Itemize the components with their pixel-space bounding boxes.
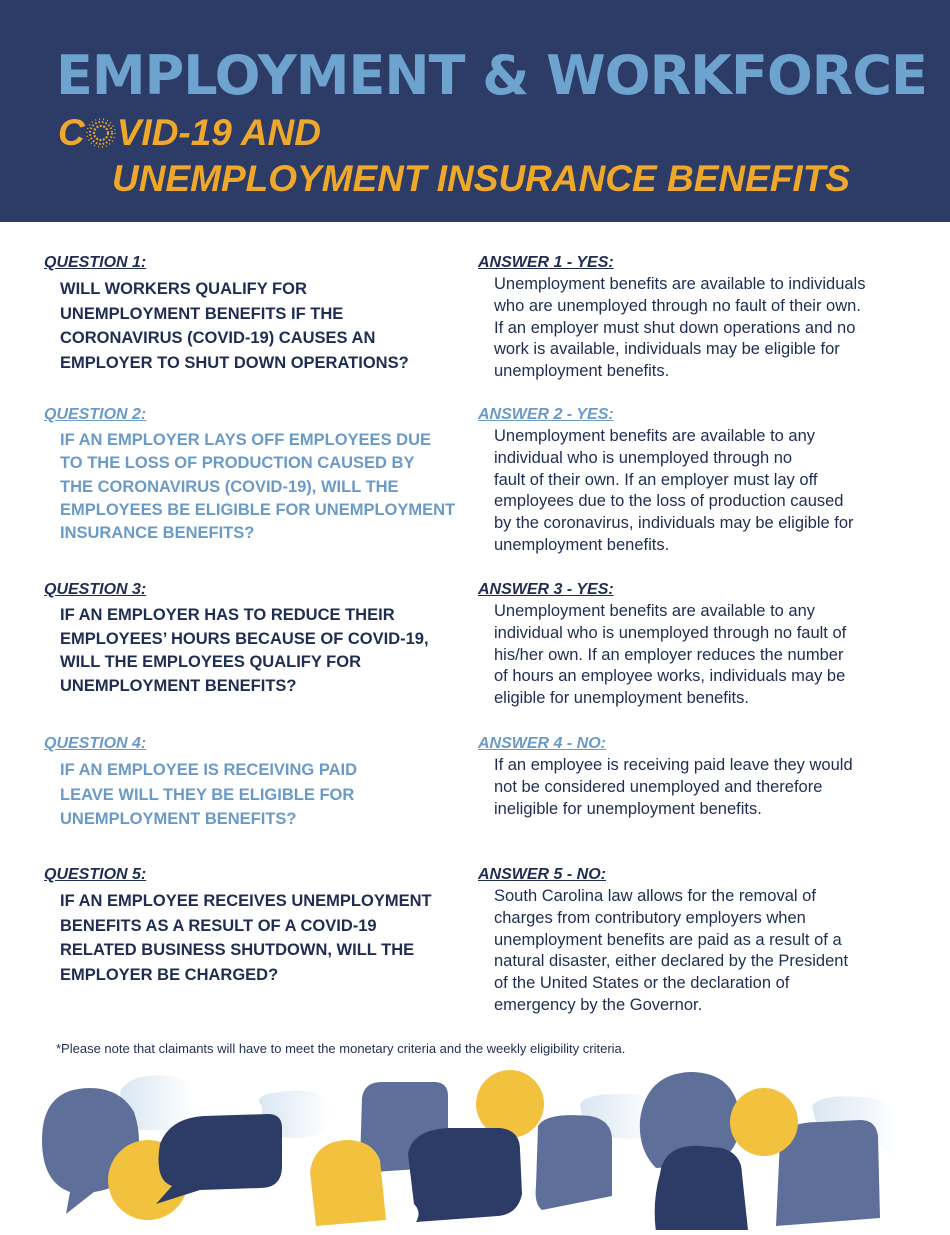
answer-label: ANSWER 4 - NO: xyxy=(478,735,606,752)
question-2 xyxy=(44,406,464,545)
question-label: QUESTION 2: xyxy=(44,406,147,423)
question-4 xyxy=(44,735,464,832)
answer-text: If an employee is receiving paid leave they would not be considered unemployed and therefore ineligible for unemployment benefits. xyxy=(494,756,853,818)
answer-5 xyxy=(478,866,918,1017)
question-label: QUESTION 4: xyxy=(44,735,147,752)
question-3 xyxy=(44,581,464,698)
footnote: *Please note that claimants will have to meet the monetary criteria and the weekly eligibility criteria. xyxy=(56,1041,626,1056)
answer-4 xyxy=(478,735,918,820)
question-label: QUESTION 5: xyxy=(44,866,147,883)
answer-text: Unemployment benefits are available to any individual who is unemployed through no fault of their own. If an employer must lay off employees due to the loss of production caused by the coronavirus, individuals may be eligible for unemployment benefits. xyxy=(494,427,854,554)
speech-bubbles-icon xyxy=(0,1060,950,1230)
question-text: IF AN EMPLOYER LAYS OFF EMPLOYEES DUE TO THE LOSS OF PRODUCTION CAUSED BY THE CORONAVIRUS (COVID-19), WILL THE EMPLOYEES BE ELIGIBLE FOR UNEMPLOYMENT INSURANCE BENEFITS? xyxy=(60,431,456,543)
header-banner xyxy=(0,0,950,222)
answer-2 xyxy=(478,406,918,557)
question-5 xyxy=(44,866,464,987)
answer-label: ANSWER 1 - YES: xyxy=(478,254,614,271)
answer-text: Unemployment benefits are available to individuals who are unemployed through no fault of their own. If an employer must shut down operations and no work is available, individuals may be eligible for unemployment benefits. xyxy=(494,275,866,381)
coronavirus-icon xyxy=(86,115,116,145)
question-text: IF AN EMPLOYEE IS RECEIVING PAID LEAVE WILL THEY BE ELIGIBLE FOR UNEMPLOYMENT BENEFITS? xyxy=(60,761,358,828)
subtitle-prefix: C xyxy=(58,112,85,153)
subtitle-suffix: VID-19 AND xyxy=(116,112,321,153)
question-text: IF AN EMPLOYEE RECEIVES UNEMPLOYMENT BENEFITS AS A RESULT OF A COVID-19 RELATED BUSINESS SHUTDOWN, WILL THE EMPLOYER BE CHARGED? xyxy=(60,892,432,984)
subtitle-line-2: UNEMPLOYMENT INSURANCE BENEFITS xyxy=(112,158,850,199)
subtitle-line-1 xyxy=(58,112,321,154)
question-1 xyxy=(44,254,464,375)
answer-text: South Carolina law allows for the removal of charges from contributory employers when unemployment benefits are paid as a result of a natural disaster, either declared by the President of the United States or the declaration of emergency by the Governor. xyxy=(494,887,849,1014)
page-title: EMPLOYMENT & WORKFORCE xyxy=(56,44,927,107)
answer-1 xyxy=(478,254,918,383)
answer-3 xyxy=(478,581,918,710)
answer-label: ANSWER 2 - YES: xyxy=(478,406,614,423)
question-label: QUESTION 1: xyxy=(44,254,147,271)
question-text: IF AN EMPLOYER HAS TO REDUCE THEIR EMPLOYEES’ HOURS BECAUSE OF COVID-19, WILL THE EMPLOYEES QUALIFY FOR UNEMPLOYMENT BENEFITS? xyxy=(60,606,429,695)
answer-label: ANSWER 5 - NO: xyxy=(478,866,606,883)
question-label: QUESTION 3: xyxy=(44,581,147,598)
question-text: WILL WORKERS QUALIFY FOR UNEMPLOYMENT BENEFITS IF THE CORONAVIRUS (COVID-19) CAUSES AN EMPLOYER TO SHUT DOWN OPERATIONS? xyxy=(60,280,409,372)
answer-label: ANSWER 3 - YES: xyxy=(478,581,614,598)
answer-text: Unemployment benefits are available to any individual who is unemployed through no fault of his/her own. If an employer reduces the number of hours an employee works, individuals may be eligible for unemployment benefits. xyxy=(494,602,847,708)
